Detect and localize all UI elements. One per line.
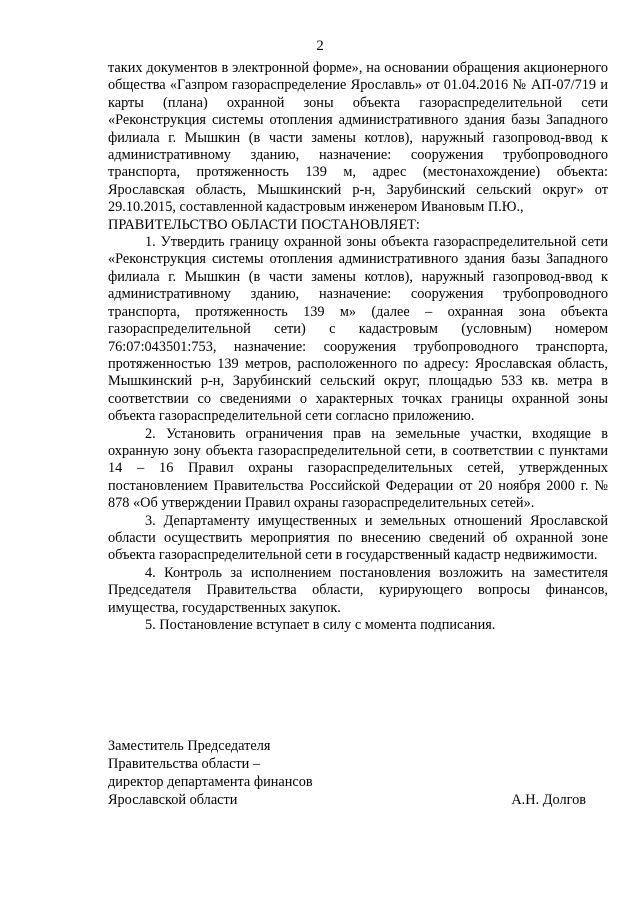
signature-block <box>108 737 586 809</box>
decree-item-5: 5. Постановление вступает в силу с момента подписания. <box>145 617 496 633</box>
decree-item-4: 4. Контроль за исполнением постановления возложить на заместителя Председателя Правительства области, курирующего вопросы финансов, имущества, государственных закупок. <box>108 564 608 616</box>
signatory-name: А.Н. Долгов <box>511 792 586 808</box>
signatory-title-line-3: директор департамента финансов <box>108 774 313 790</box>
signature-last-row <box>108 791 586 809</box>
signatory-title-line-1: Заместитель Председателя <box>108 738 271 754</box>
document-body <box>108 60 608 634</box>
signatory-title-line-2: Правительства области – <box>108 756 261 772</box>
page-number: 2 <box>316 38 324 54</box>
decree-item-2: 2. Установить ограничения прав на земельные участки, входящие в охранную зону объекта газораспределительной сети, в соответствии с пунктами 14 – 16 Правил охраны газораспределительных сетей, утвержденных постановлением Правительства Российской Федерации от 20 ноября 2000 г. № 878 «Об утверждении Правил охраны газораспределительных сетей». <box>108 425 608 512</box>
signatory-title-line-4: Ярославской области <box>108 792 238 808</box>
decree-heading: ПРАВИТЕЛЬСТВО ОБЛАСТИ ПОСТАНОВЛЯЕТ: <box>108 216 420 233</box>
intro-paragraph: таких документов в электронной форме», на основании обращения акционерного общества «Газпром газораспределение Ярославль» от 01.04.2016 № АП-07/719 и карты (плана) охранной зоны объекта газораспределительной сети «Реконструкция системы отопления административного здания базы Западного филиала г. Мышкин (в части замены котлов), наружный газопровод-ввод к административному зданию, назначение: сооружения трубопроводного транспорта, протяженность 139 м, адрес (местонахождение) объекта: Ярославская область, Мышкинский р-н, Зарубинский сельский округ» от 29.10.2015, составленной кадастровым инженером Ивановым П.Ю., <box>108 60 608 216</box>
decree-item-3: 3. Департаменту имущественных и земельных отношений Ярославской области осуществить мероприятия по внесению сведений об охранной зоне объекта газораспределительной сети в государственный кадастр недвижимости. <box>108 512 608 564</box>
decree-item-1: 1. Утвердить границу охранной зоны объекта газораспределительной сети «Реконструкция системы отопления административного здания базы Западного филиала г. Мышкин (в части замены котлов), наружный газопровод-ввод к административному зданию, назначение: сооружения трубопроводного транспорта, протяженность 139 м» (далее – охранная зона объекта газораспределительной сети) с кадастровым (условным) номером 76:07:043501:753, назначение: сооружения трубопроводного транспорта, протяженностью 139 метров, расположенного по адресу: Ярославская область, Мышкинский р-н, Зарубинский сельский округ, площадью 533 кв. метра в соответствии со сведениями о характерных точках границы охранной зоны объекта газораспределительной сети согласно приложению. <box>108 234 608 425</box>
